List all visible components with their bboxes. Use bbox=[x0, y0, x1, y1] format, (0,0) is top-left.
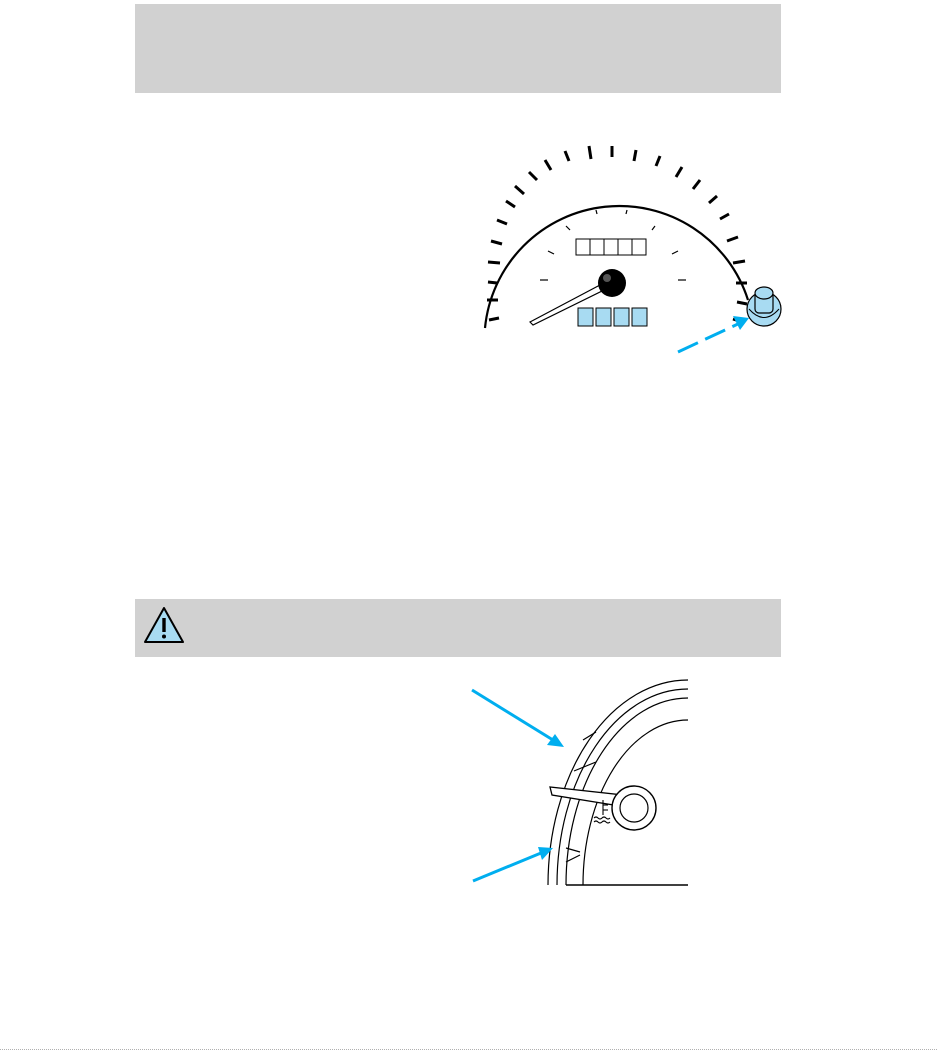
trip-odometer-display bbox=[578, 308, 647, 326]
pointer-arrow-upper bbox=[472, 690, 564, 747]
pointer-arrow bbox=[678, 316, 749, 352]
odometer-reset-button-icon bbox=[747, 287, 781, 326]
pointer-arrow-lower bbox=[473, 847, 553, 881]
odometer-display bbox=[576, 239, 646, 255]
speedometer-dial-icon bbox=[470, 135, 790, 360]
warning-triangle-icon bbox=[143, 606, 185, 644]
engine-coolant-temperature-gauge-icon bbox=[470, 668, 700, 890]
gauge-arcs bbox=[548, 680, 688, 885]
page-edge-divider bbox=[0, 1049, 937, 1050]
page-header-band bbox=[135, 4, 781, 93]
needle-hub bbox=[598, 269, 626, 297]
warning-band bbox=[135, 599, 781, 657]
